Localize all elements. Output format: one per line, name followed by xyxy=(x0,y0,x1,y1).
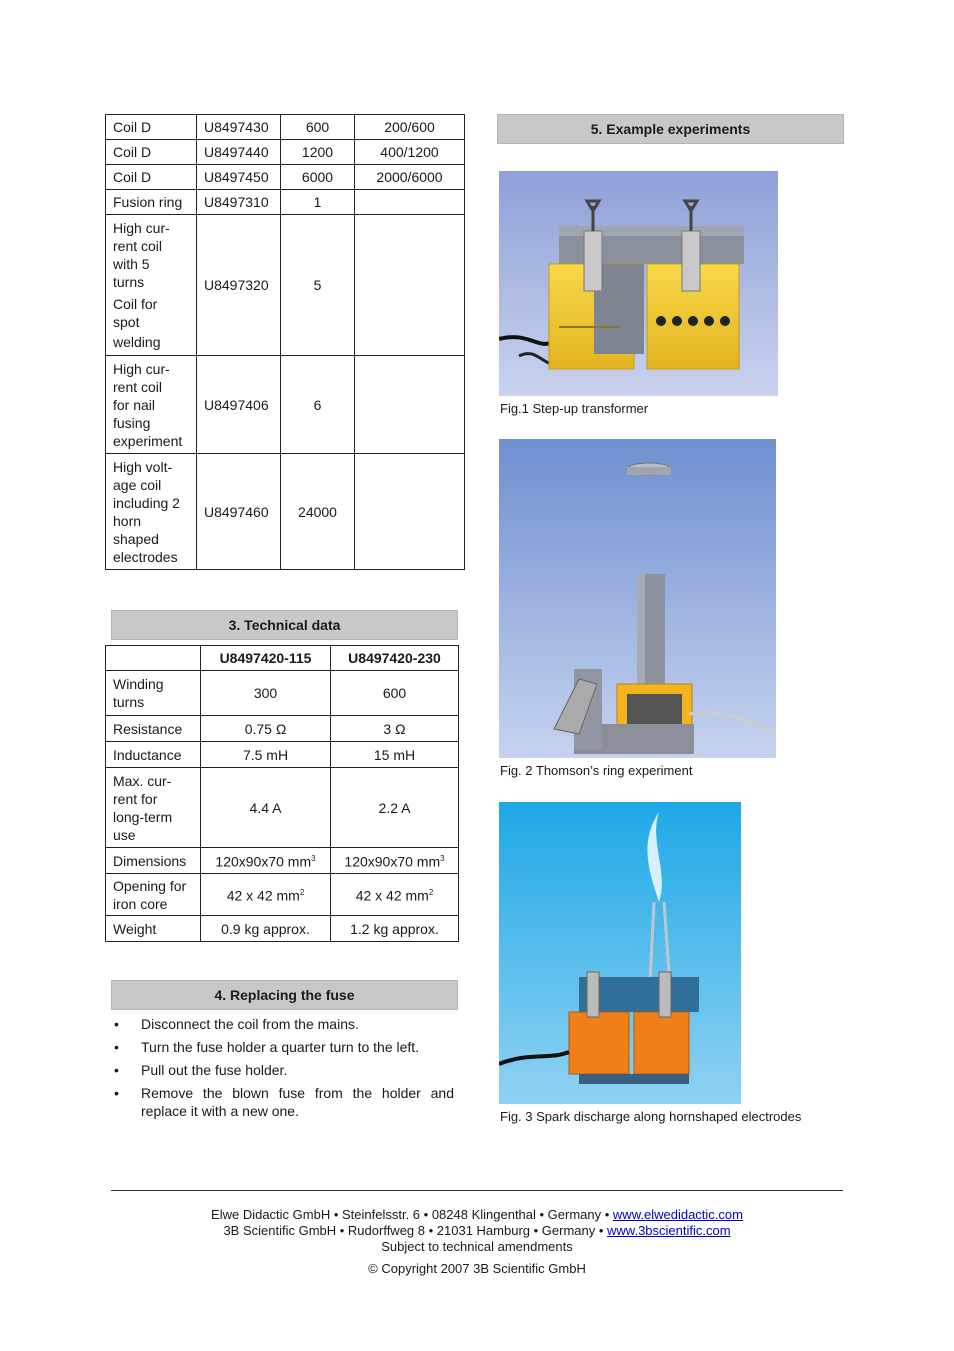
article-number: U8497450 xyxy=(197,165,281,190)
turns-value: 600 xyxy=(281,115,355,140)
cell-value: 1.2 kg approx. xyxy=(331,916,459,942)
figure-spark-discharge xyxy=(499,802,741,1104)
figure-step-up-transformer xyxy=(499,171,778,396)
turns-value: 6000 xyxy=(281,165,355,190)
table-row xyxy=(106,115,465,140)
table-row xyxy=(106,190,465,215)
article-number: U8497440 xyxy=(197,140,281,165)
taps-value: 400/1200 xyxy=(355,140,465,165)
taps-value: 2000/6000 xyxy=(355,165,465,190)
coil-name: High cur- rent coil for nail fusing experiment xyxy=(106,356,197,454)
table-header-row xyxy=(106,646,459,671)
footer-address-elwe: Elwe Didactic GmbH • Steinfelsstr. 6 • 08248 Klingenthal • Germany • www.elwedidactic.com xyxy=(211,1207,743,1222)
cell-value: 42 x 42 $mm^2$ xyxy=(201,874,331,916)
footer-address-3b: 3B Scientific GmbH • Rudorffweg 8 • 21031 Hamburg • Germany • www.3bscientific.com xyxy=(223,1223,731,1238)
table-row xyxy=(106,874,459,916)
technical-data-heading: 3. Technical data xyxy=(111,610,458,640)
cell-value: 15 mH xyxy=(331,742,459,768)
coil-name: Coil D xyxy=(106,115,197,140)
table-row xyxy=(106,140,465,165)
row-label: Max. cur- rent for long-term use xyxy=(106,768,201,848)
coil-name: Coil D xyxy=(106,140,197,165)
figure-thomson-ring xyxy=(499,439,776,758)
cell-value: 120x90x70 $mm^3$ xyxy=(331,848,459,874)
table-row xyxy=(106,848,459,874)
table-row xyxy=(106,165,465,190)
elwedidactic-link[interactable]: www.elwedidactic.com xyxy=(612,1207,743,1222)
footer-divider xyxy=(111,1190,843,1191)
turns-value: 1200 xyxy=(281,140,355,165)
table-row xyxy=(106,716,459,742)
article-number: U8497320 xyxy=(197,215,281,356)
footer-copyright: © Copyright 2007 3B Scientific GmbH xyxy=(368,1261,586,1276)
3bscientific-link[interactable]: www.3bscientific.com xyxy=(607,1223,731,1238)
turns-value: 1 xyxy=(281,190,355,215)
cell-value: 600 xyxy=(331,671,459,716)
footer xyxy=(111,1207,843,1277)
cell-value: 0.9 kg approx. xyxy=(201,916,331,942)
cell-value: 4.4 A xyxy=(201,768,331,848)
table-row xyxy=(106,356,465,454)
cell-value: 0.75 Ω xyxy=(201,716,331,742)
turns-value: 5 xyxy=(281,215,355,356)
table-row xyxy=(106,742,459,768)
cell-value: 2.2 A xyxy=(331,768,459,848)
taps-value xyxy=(355,190,465,215)
row-label: Dimensions xyxy=(106,848,201,874)
cell-value: 120x90x70 $mm^3$ xyxy=(201,848,331,874)
list-item: • Remove the blown fuse from the holder and replace it with a new one. xyxy=(111,1084,454,1120)
article-number: U8497430 xyxy=(197,115,281,140)
coil-name: High cur- rent coil with 5 turns Coil for spot welding xyxy=(106,215,197,356)
row-label: Winding turns xyxy=(106,671,201,716)
cell-value: 42 x 42 $mm^2$ xyxy=(331,874,459,916)
column-header: U8497420-230 xyxy=(331,646,459,671)
fuse-steps-list xyxy=(111,1015,454,1125)
turns-value: 24000 xyxy=(281,454,355,570)
row-label: Opening for iron core xyxy=(106,874,201,916)
row-label: Resistance xyxy=(106,716,201,742)
cell-value: 300 xyxy=(201,671,331,716)
turns-value: 6 xyxy=(281,356,355,454)
figure-2-caption: Fig. 2 Thomson’s ring experiment xyxy=(500,763,693,778)
table-row xyxy=(106,916,459,942)
taps-value xyxy=(355,215,465,356)
coil-name: Coil D xyxy=(106,165,197,190)
experiments-heading: 5. Example experiments xyxy=(497,114,844,144)
figure-3-caption: Fig. 3 Spark discharge along hornshaped electrodes xyxy=(500,1109,802,1124)
coil-name: High volt- age coil including 2 horn shaped electrodes xyxy=(106,454,197,570)
table-row xyxy=(106,671,459,716)
coil-name: Fusion ring xyxy=(106,190,197,215)
row-label: Inductance xyxy=(106,742,201,768)
row-label: Weight xyxy=(106,916,201,942)
list-item: • Pull out the fuse holder. xyxy=(111,1061,454,1079)
coil-table xyxy=(105,114,465,570)
technical-data-table xyxy=(105,645,459,942)
article-number: U8497460 xyxy=(197,454,281,570)
fuse-heading: 4. Replacing the fuse xyxy=(111,980,458,1010)
table-row xyxy=(106,768,459,848)
footer-amendments: Subject to technical amendments xyxy=(381,1239,573,1254)
list-item: • Turn the fuse holder a quarter turn to the left. xyxy=(111,1038,454,1056)
cell-value: 3 Ω xyxy=(331,716,459,742)
cell-value: 7.5 mH xyxy=(201,742,331,768)
taps-value xyxy=(355,356,465,454)
taps-value: 200/600 xyxy=(355,115,465,140)
article-number: U8497310 xyxy=(197,190,281,215)
table-row xyxy=(106,454,465,570)
list-item: • Disconnect the coil from the mains. xyxy=(111,1015,454,1033)
taps-value xyxy=(355,454,465,570)
figure-1-caption: Fig.1 Step-up transformer xyxy=(500,401,649,416)
column-header: U8497420-115 xyxy=(201,646,331,671)
thomson-ring-photo xyxy=(499,439,776,758)
transformer-photo xyxy=(499,171,778,396)
table-row xyxy=(106,215,465,356)
spark-discharge-photo xyxy=(499,802,741,1104)
article-number: U8497406 xyxy=(197,356,281,454)
